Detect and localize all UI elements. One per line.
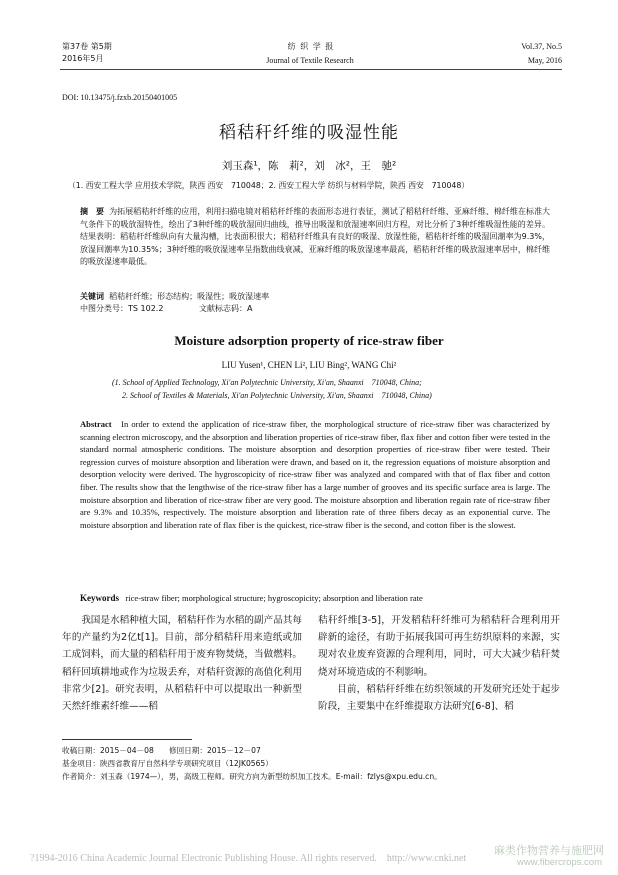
- doc-code-value: A: [247, 304, 253, 313]
- keywords-en-label: Keywords: [80, 593, 119, 603]
- affiliation-en-2: 2. School of Textiles & Materials, Xi'an Polytechnic University, Xi'an, Shaanxi 710048, China): [122, 391, 432, 400]
- copyright-footer: ?1994-2016 China Academic Journal Electronic Publishing House. All rights reserved. http://www.cnki.net: [30, 853, 467, 864]
- doc-code-label: 文献标志码：: [199, 304, 248, 313]
- header-rule: [60, 69, 562, 70]
- classification: [80, 303, 550, 316]
- clc-label: 中图分类号：: [80, 304, 128, 313]
- header-vol-en: Vol.37, No.5: [521, 42, 562, 51]
- body-column-2-para-1: 秸秆纤维[3-5]，开发稻秸秆纤维可为稻秸秆合理利用开辟新的途径，有助于拓展我国可再生纺织原料的来源，实现对农业废弃资源的合理利用，同时，可大大减少秸秆焚烧对环境造成的不利影响。: [318, 615, 560, 678]
- title-cn: 稻秸秆纤维的吸湿性能: [219, 123, 399, 143]
- authors-en: LIU Yusen¹, CHEN Li², LIU Bing², WANG Chi²: [221, 360, 397, 370]
- keywords-cn: [80, 291, 550, 304]
- affiliation-en-1: (1. School of Applied Technology, Xi'an Polytechnic University, Xi'an, Shaanxi 710048, China;: [112, 378, 422, 387]
- body-column-1: 我国是水稻种植大国，稻秸秆作为水稻的副产品其每年的产量约为2亿t[1]。目前，部分稻秸秆用来造纸或加工成饲料，而大量的稻秸秆用于废弃物焚烧，当做燃料。稻秆回填耕地或作为垃圾丢弃，对秸秆资源的高值化利用非常少[2]。研究表明，从稻秸秆中可以提取出一种新型天然纤维素纤维——稻: [62, 615, 302, 713]
- doi: DOI: 10.13475/j.fzxb.20150401005: [62, 93, 178, 102]
- body-column-2-para-2: 目前，稻秸秆纤维在纺织领域的开发研究还处于起步阶段，主要集中在纤维提取方法研究[6-8]、稻: [318, 684, 560, 713]
- abstract-cn-label: 摘 要: [80, 207, 105, 216]
- header-volume: 第37卷 第5期: [62, 42, 112, 51]
- affiliation-cn: （1. 西安工程大学 应用技术学院，陕西 西安 710048；2. 西安工程大学 纺织与材料学院，陕西 西安 710048）: [68, 181, 470, 190]
- abstract-en-text: In order to extend the application of rice-straw fiber, the morphological structure of rice-straw fiber was characterized by scanning electron microscopy, and the absorption and liberation properties of rice-straw fiber, flax fiber and cotton fiber were tested in the standard normal atmospheric conditions. The moisture absorption and desorption properties of rice-straw fiber were tested. Their regression curves of moisture absorption and liberation were drawn, and based on it, the regression equations of moisture absorption and desorption velocity were derived. The hygroscopicity of rice-straw fiber was analyzed and compared with that of flax fiber and cotton fiber. The results show that the lengthwise of the rice-straw fiber has a large number of grooves and its specific surface area is large. The moisture absorption and liberation of rice-straw fiber are very good. The moisture absorption and liberation regain rate of rice-straw fiber are 9.3% and 10.35%, respectively. The moisture absorption and liberation rate of three fibers decay as an exponential curve. The moisture absorption and liberation rate of flax fiber is the quickest, rice-straw fiber is the second, and cotton fiber is the slowest.: [80, 419, 550, 530]
- keywords-cn-label: 关键词: [80, 292, 104, 301]
- footnote-author: 作者简介：刘玉森（1974—），男，高级工程师。研究方向为新型纺织加工技术。E-mail：fzlys@xpu.edu.cn。: [62, 772, 442, 781]
- journal-name-en: Journal of Textile Research: [266, 56, 354, 65]
- abstract-cn-text: 为拓展稻秸秆纤维的应用，利用扫描电镜对稻秸秆纤维的表面形态进行表征，测试了稻秸秆纤维、亚麻纤维、棉纤维在标准大气条件下的吸放湿特性，绘出了3种纤维的吸放湿回归曲线，推导出吸湿和放湿速率回归方程，对比分析了3种纤维吸湿性能的差异。结果表明：稻秸秆纤维纵向有大量沟槽，比表面积很大；稻秸秆纤维具有良好的吸湿、放湿性能，稻秸秆纤维的吸湿回潮率为9.3%，放湿回潮率为10.35%；3种纤维的吸放湿速率呈指数曲线衰减，亚麻纤维的吸放湿速率最高，稻秸秆纤维的吸放湿速率居中，棉纤维的吸放湿速率最低。: [80, 207, 550, 266]
- keywords-en-text: rice-straw fiber; morphological structure; hygroscopicity; absorption and liberation rate: [125, 593, 423, 603]
- header-date-en: May, 2016: [527, 56, 562, 65]
- keywords-cn-text: 稻秸秆纤维；形态结构；吸湿性；吸放湿速率: [109, 292, 270, 301]
- watermark-cn: 麻类作物营养与施肥网: [494, 844, 604, 857]
- footnote-fund: 基金项目：陕西省教育厅自然科学专项研究项目（12JK0565）: [62, 759, 273, 768]
- abstract-en-label: Abstract: [80, 419, 112, 429]
- header-date: 2016年5月: [62, 54, 104, 63]
- abstract-en: [80, 418, 550, 531]
- authors-cn: 刘玉森¹，陈 莉²，刘 冰²，王 驰²: [221, 160, 397, 172]
- title-en: Moisture adsorption property of rice-straw fiber: [174, 333, 444, 348]
- watermark-url: www.fibercrops.com: [517, 857, 602, 868]
- journal-name-cn: 纺 织 学 报: [287, 42, 335, 51]
- keywords-en: [80, 592, 550, 605]
- abstract-cn: [80, 206, 550, 269]
- footnote-dates: 收稿日期：2015－04－08 修回日期：2015－12－07: [62, 746, 261, 755]
- footnote-rule: [62, 739, 192, 740]
- clc-value: TS 102.2: [128, 304, 164, 313]
